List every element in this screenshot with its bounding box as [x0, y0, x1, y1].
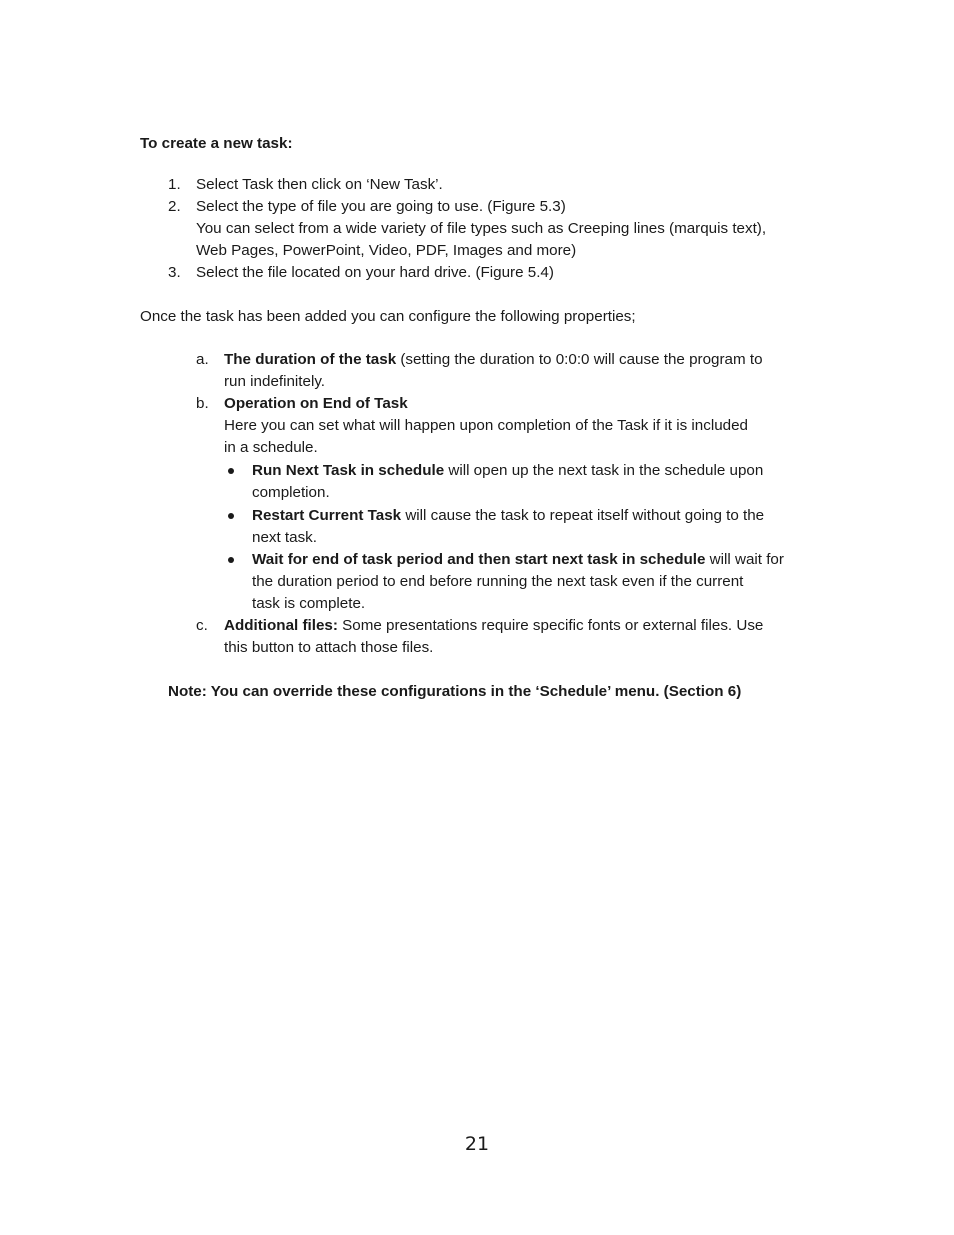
property-description: this button to attach those files.: [224, 639, 434, 656]
bullet-text: will wait for: [705, 551, 784, 568]
bullet-text: next task.: [252, 529, 317, 546]
bullet-item: [252, 549, 784, 571]
bullet-text: the duration period to end before running the next task even if the current: [252, 573, 744, 590]
bullet-text: will open up the next task in the schedule upon: [444, 462, 764, 479]
step-text: Select the file located on your hard drive. (Figure 5.4): [196, 264, 554, 281]
bullet-text: task is complete.: [252, 595, 366, 612]
bullet-title: Run Next Task in schedule: [252, 462, 445, 479]
bullet-icon: [228, 468, 234, 474]
bullet-icon: [228, 557, 234, 563]
property-title: Additional files:: [224, 617, 338, 634]
step-marker: 2.: [168, 198, 181, 215]
property-description: run indefinitely.: [224, 373, 326, 390]
step-text: Web Pages, PowerPoint, Video, PDF, Images and more): [196, 242, 577, 259]
bullet-text: completion.: [252, 484, 330, 501]
bullet-text: will cause the task to repeat itself without going to the: [401, 507, 765, 524]
step-text: Select the type of file you are going to use. (Figure 5.3): [196, 198, 566, 215]
property-marker: c.: [196, 617, 208, 634]
note-text: Note: You can override these configurations in the ‘Schedule’ menu. (Section 6): [168, 683, 742, 700]
intro-paragraph: Once the task has been added you can configure the following properties;: [140, 308, 636, 325]
bullet-icon: [228, 513, 234, 519]
step-text: Select Task then click on ‘New Task’.: [196, 176, 443, 193]
property-title: Operation on End of Task: [224, 395, 408, 412]
bullet-item: [252, 460, 763, 482]
bullet-title: Wait for end of task period and then start next task in schedule: [252, 551, 706, 568]
step-text: You can select from a wide variety of file types such as Creeping lines (marquis text),: [196, 220, 767, 237]
step-marker: 1.: [168, 176, 181, 193]
property-title: The duration of the task: [224, 351, 397, 368]
property-marker: b.: [196, 395, 209, 412]
property-description: Some presentations require specific fonts or external files. Use: [337, 617, 764, 634]
property-duration: [224, 349, 763, 371]
property-marker: a.: [196, 351, 209, 368]
step-marker: 3.: [168, 264, 181, 281]
property-additional-files: [224, 615, 763, 637]
property-description: (setting the duration to 0:0:0 will cause the program to: [396, 351, 763, 368]
section-heading: To create a new task:: [140, 135, 293, 152]
page-number: 21: [464, 1133, 490, 1155]
property-description: Here you can set what will happen upon completion of the Task if it is included: [224, 417, 748, 434]
bullet-item: [252, 505, 764, 527]
bullet-title: Restart Current Task: [252, 507, 402, 524]
property-description: in a schedule.: [224, 439, 318, 456]
